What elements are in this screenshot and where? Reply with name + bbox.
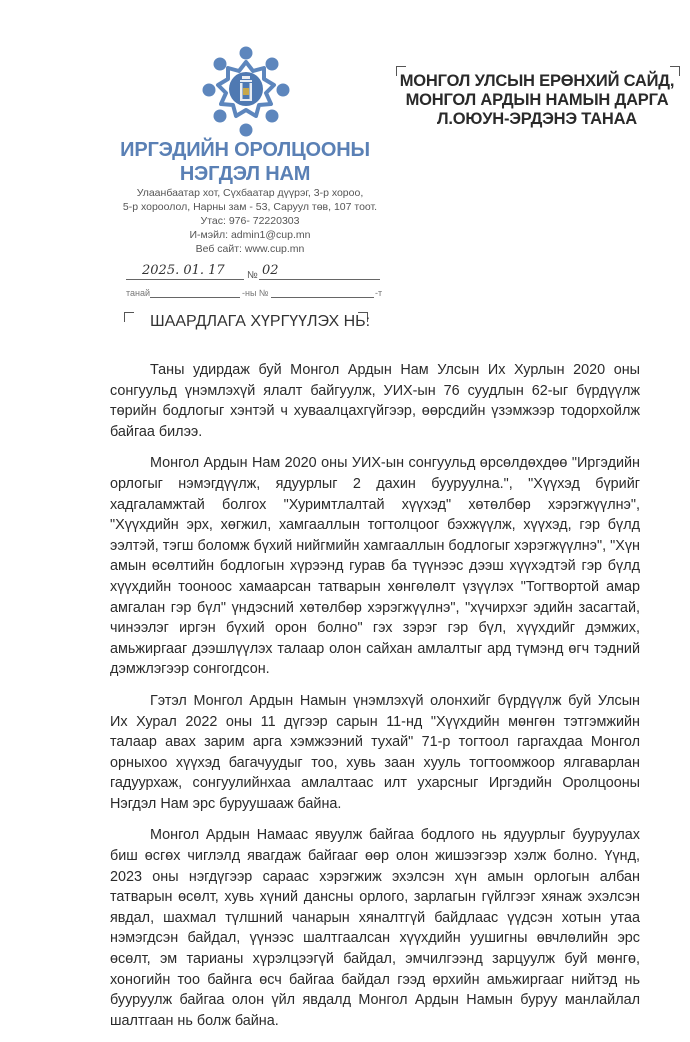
phone: Утас: 976- 72220303 — [200, 215, 300, 227]
your-number-line — [271, 297, 374, 298]
t-label: -т — [375, 288, 383, 298]
paragraph-4: Монгол Ардын Намаас явуулж байгаа бодлого нь ядуурлыг бууруулах биш өсгөх чиглэлд явагдаж байгааг өөр олон жишээгээр хэлж болно. Үүнд, 2023 оны нэгдүгээр сараас хэрэгжиж эхэлсэн хүн амын орлогын албан татварын өсөлт, хувь хүний дансны орлого, зарлагын гүйлгээг хянаж эхэлсэн явдал, шахмал түлшний чанарын хяналтгүй байдлаас үүдсэн хотын утаа нэмэгдсэн байдал, үүнээс шалтгаалсан хүүхдийн уушигны өвчлөлийн эрс өсөлт, эм тарианы хүрэлцээгүй байдал, эмчилгээнд зарцуулж буй мөнгө, хоногийн тоо байнга өсч байгаа байдал гээд өрхийн амьжиргааг нийтэд нь бууруулж байгаа олон үйл явдалд Монгол Ардын Намын буруу манлайлал шалтгаан нь болж байна. — [110, 827, 640, 1029]
paragraph-1: Таны удирдаж буй Монгол Ардын Нам Улсын Их Хурлын 2020 оны сонгуульд үнэмлэхүй ялалт байгуулж, УИХ-ын 76 суудлын 62-ыг бүрдүүлж төрийн бодлогыг хэнтэй ч хуваалцахгүйгээр, өөрсдийн үзэмжээр тодорхойлж байгаа билээ. — [110, 362, 640, 440]
paragraph-3: Гэтэл Монгол Ардын Намын үнэмлэхүй олонхийг бүрдүүлж буй Улсын Их Хурал 2022 оны 11 дүгээр сарын 11-нд "Хүүхдийн мөнгөн тэтгэмжийн талаар авах зарим арга хэмжээний тухай" 71-р тогтоол гаргахдаа Монгол орныхоо хүүхэд багачуудыг тоо, хувь заан хууль тогтоомжоор ялгаварлан гадуурхаж, сонгуулийнхаа амлалтаас илт ухарсныг Иргэдийн Оролцооны Нэгдэл Нам эрс буруушааж байна. — [110, 692, 640, 812]
ny-number-label: -ны № — [242, 288, 269, 298]
organization-name-line1: ИРГЭДИЙН ОРОЛЦООНЫ — [120, 139, 370, 161]
recipient-line3: Л.ОЮУН-ЭРДЭНЭ ТАНАА — [436, 110, 638, 128]
your-date-line — [150, 297, 240, 298]
organization-name-line2: НЭГДЭЛ НАМ — [179, 163, 311, 185]
number-line — [259, 279, 380, 280]
letter-number: 02 — [262, 263, 279, 278]
paragraph-2: Монгол Ардын Нам 2020 оны УИХ-ын сонгуульд өрсөлдөхдөө "Иргэдийн орлогыг нэмэгдүүлж, ядуурлыг 2 дахин бууруулна.", "Хүүхэд бүрийг хадгаламжтай болгох "Хуримтлалтай хүүхэд" хөтөлбөр хэрэгжүүлнэ", "Хүүхдийн эрх, хөгжил, хамгааллын тогтолцоог бэхжүүлж, хүүхэд, гэр бүлд ээлтэй, тэгш боломж бүхий нийгмийн хамгааллын бодлогыг хэрэгжүүлнэ", "Хүн амын өсөлтийн бодлогын хүрээнд гурав ба түүнээс дээш хүүхэдтэй гэр бүлд хүүхдийн тооноос хамаарсан татварын хөнгөлөлт үзүүлэх "Тогтвортой амар амгалан гэр бүл" үндэсний хөтөлбөр хэрэгжүүлнэ", "хүчирхэг эдийн засагтай, чинээлэг иргэн бүхий орон болно" гэх зэрэг гэр бүл, хүүхдийг дэмжих, амьжиргааг дээшлүүлэх талаар олон сайхан амлалтыг ард түмэнд өгч тэдний дэмжлэгээр сонгогдсон. — [110, 455, 640, 678]
subject-corner-left — [124, 312, 134, 322]
organization-name — [110, 138, 380, 186]
your-label: танай — [126, 288, 151, 298]
party-emblem-icon — [198, 44, 294, 140]
website: Веб сайт: www.cup.mn — [195, 243, 305, 255]
organization-contact-info — [110, 186, 390, 256]
email: И-мэйл: admin1@cup.mn — [189, 229, 311, 241]
recipient-line2: МОНГОЛ АРДЫН НАМЫН ДАРГА — [405, 91, 669, 109]
date-line — [126, 279, 244, 280]
address-line2: 5-р хороолол, Нарны зам - 53, Саруул төв, 107 тоот. — [122, 201, 378, 213]
letter-body — [110, 360, 640, 1042]
address-line1: Улаанбаатар хот, Сүхбаатар дүүрэг, 3-р хороо, — [136, 187, 364, 199]
number-label: № — [247, 270, 258, 281]
recipient-block — [392, 72, 682, 129]
recipient-line1: МОНГОЛ УЛСЫН ЕРӨНХИЙ САЙД, — [399, 72, 675, 90]
subject-heading: ШААРДЛАГА ХҮРГҮҮЛЭХ НЬ: — [150, 313, 371, 330]
letter-date: 2025. 01. 17 — [142, 263, 225, 278]
